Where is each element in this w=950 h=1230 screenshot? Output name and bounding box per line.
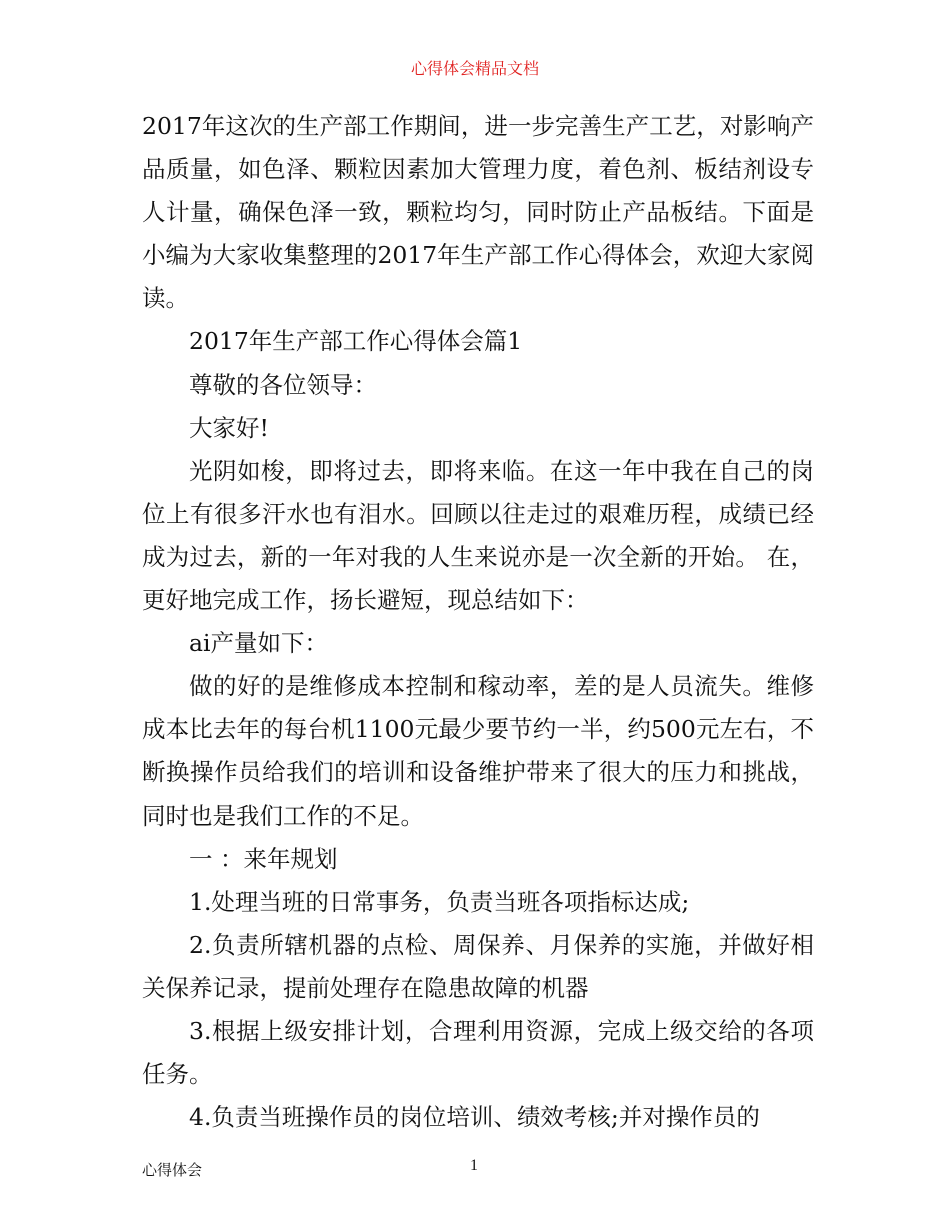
footer-label: 心得体会 [142, 1161, 203, 1179]
plan-item: 2.负责所辖机器的点检、周保养、月保养的实施，并做好相关保养记录，提前处理存在隐患故障的机器 [142, 930, 814, 1002]
greeting: 大家好! [189, 413, 269, 442]
document-body [142, 105, 814, 1139]
page-header: 心得体会精品文档 [410, 59, 539, 78]
plan-item: 3.根据上级安排计划，合理利用资源，完成上级交给的各项任务。 [142, 1016, 814, 1089]
salutation: 尊敬的各位领导： [189, 370, 377, 399]
section-heading: 2017年生产部工作心得体会篇1 [189, 327, 523, 356]
plan-item: 4.负责当班操作员的岗位培训、绩效考核;并对操作员的 [189, 1103, 760, 1132]
plan-heading: 一 ：来年规划 [189, 844, 338, 873]
body-paragraph: ai产量如下： [189, 629, 329, 658]
body-paragraph: 光阴如梭，即将过去，即将来临。在这一年中我在自己的岗位上有很多汗水也有泪水。回顾以往走过的艰难历程，成绩已经成为过去，新的一年对我的人生来说亦是一次全新的开始。 在，更好地完成工作，扬长避短，现总结如下： [142, 456, 814, 615]
body-paragraph: 做的好的是维修成本控制和稼动率，差的是人员流失。维修成本比去年的每台机1100元最少要节约一半，约500元左右，不断换操作员给我们的培训和设备维护带来了很大的压力和挑战，同时也是我们工作的不足。 [142, 672, 814, 830]
intro-paragraph: 2017年这次的生产部工作期间，进一步完善生产工艺，对影响产品质量，如色泽、颗粒因素加大管理力度，着色剂、板结剂设专人计量，确保色泽一致，颗粒均匀，同时防止产品板结。下面是小编为大家收集整理的2017年生产部工作心得体会，欢迎大家阅读。 [142, 112, 814, 313]
plan-item: 1.处理当班的日常事务，负责当班各项指标达成; [189, 887, 690, 916]
page-number: 1 [470, 1157, 478, 1174]
